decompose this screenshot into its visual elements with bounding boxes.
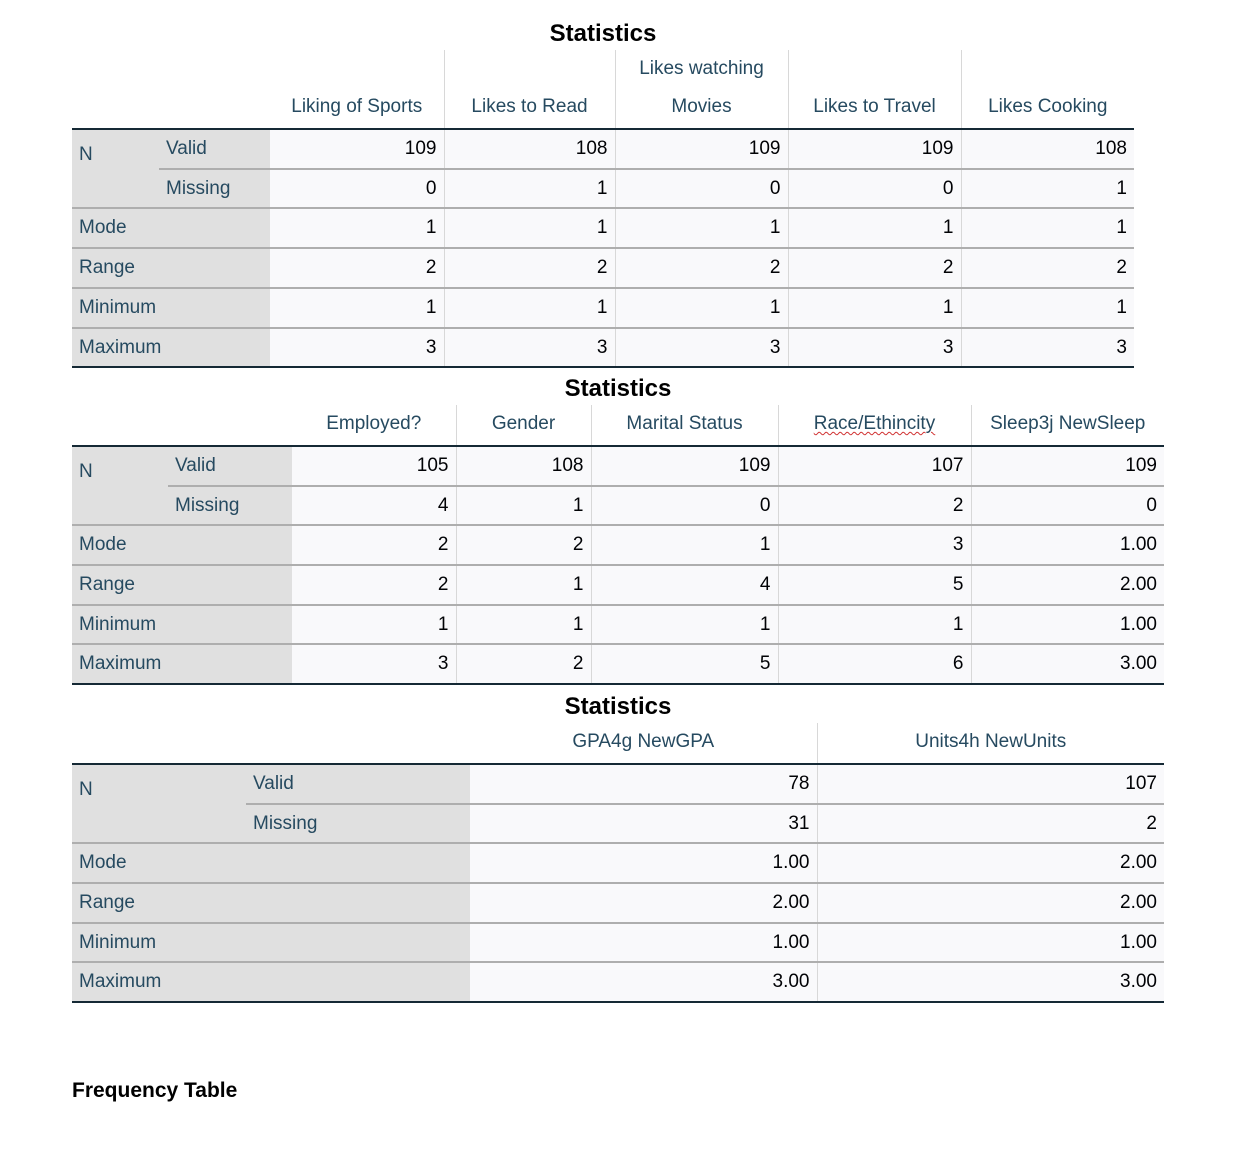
table-cell: 1.00 xyxy=(470,923,817,962)
row-group-label: N xyxy=(72,764,246,843)
table-cell: 2 xyxy=(778,486,971,525)
table-row xyxy=(72,843,1164,883)
row-label: Range xyxy=(72,565,292,605)
table-cell: 3 xyxy=(444,328,615,367)
statistics-table-2 xyxy=(72,405,1164,685)
header-corner xyxy=(72,405,292,446)
table-cell: 1 xyxy=(292,605,456,644)
table-cell: 2 xyxy=(456,525,591,565)
row-label: Mode xyxy=(72,525,292,565)
table-row xyxy=(72,129,1134,169)
column-header: Likes to Travel xyxy=(788,50,961,129)
table-cell: 1 xyxy=(444,288,615,328)
table-cell: 1 xyxy=(270,288,444,328)
table-cell: 108 xyxy=(456,446,591,486)
table-cell: 1 xyxy=(615,208,788,248)
row-label: Valid xyxy=(159,129,270,169)
table-cell: 1 xyxy=(788,208,961,248)
table-row xyxy=(72,644,1164,684)
table-cell: 1 xyxy=(788,288,961,328)
row-label: Range xyxy=(72,883,470,923)
table-cell: 2.00 xyxy=(971,565,1164,605)
table-cell: 0 xyxy=(788,169,961,208)
header-corner xyxy=(72,723,470,764)
table-cell: 2 xyxy=(292,525,456,565)
table2-title: Statistics xyxy=(564,375,672,402)
table3-title: Statistics xyxy=(564,693,672,720)
table-cell: 3 xyxy=(615,328,788,367)
table-cell: 3 xyxy=(961,328,1134,367)
row-label: Maximum xyxy=(72,644,292,684)
table-cell: 1 xyxy=(961,208,1134,248)
table-cell: 105 xyxy=(292,446,456,486)
table-cell: 4 xyxy=(292,486,456,525)
table-row xyxy=(72,962,1164,1002)
row-group-label: N xyxy=(72,446,168,525)
table-cell: 109 xyxy=(788,129,961,169)
table-cell: 3 xyxy=(778,525,971,565)
column-header: GPA4g NewGPA xyxy=(470,723,817,764)
table-cell: 1 xyxy=(778,605,971,644)
table-row xyxy=(72,525,1164,565)
row-label: Valid xyxy=(246,764,470,804)
table-cell: 1.00 xyxy=(971,605,1164,644)
table1-title: Statistics xyxy=(549,20,657,47)
table-cell: 0 xyxy=(971,486,1164,525)
statistics-table-1 xyxy=(72,50,1134,368)
frequency-table-heading: Frequency Table xyxy=(72,1079,238,1102)
table-cell: 1 xyxy=(456,565,591,605)
table-row xyxy=(72,288,1134,328)
column-header: Likes watching Movies xyxy=(615,50,788,129)
table-row xyxy=(72,169,1134,208)
column-header: Sleep3j NewSleep xyxy=(971,405,1164,446)
table-row xyxy=(72,248,1134,288)
table-cell: 2.00 xyxy=(470,883,817,923)
row-label: Minimum xyxy=(72,605,292,644)
table-cell: 107 xyxy=(817,764,1164,804)
statistics-table-3 xyxy=(72,723,1164,1003)
table-cell: 1 xyxy=(591,605,778,644)
row-label: Missing xyxy=(168,486,292,525)
table-row xyxy=(72,208,1134,248)
header-corner xyxy=(72,50,270,129)
row-label: Mode xyxy=(72,208,270,248)
table-row xyxy=(72,923,1164,962)
table-cell: 2 xyxy=(817,804,1164,843)
table-cell: 109 xyxy=(591,446,778,486)
table-cell: 2 xyxy=(456,644,591,684)
table-row xyxy=(72,486,1164,525)
table-cell: 0 xyxy=(591,486,778,525)
table-cell: 1.00 xyxy=(971,525,1164,565)
row-label: Maximum xyxy=(72,328,270,367)
column-header: Units4h NewUnits xyxy=(817,723,1164,764)
row-label: Maximum xyxy=(72,962,470,1002)
column-header: Liking of Sports xyxy=(270,50,444,129)
table-cell: 1 xyxy=(456,486,591,525)
table-cell: 3 xyxy=(270,328,444,367)
table-cell: 5 xyxy=(778,565,971,605)
column-header: Gender xyxy=(456,405,591,446)
table-cell: 2 xyxy=(292,565,456,605)
row-label: Range xyxy=(72,248,270,288)
table-cell: 2 xyxy=(270,248,444,288)
table-row xyxy=(72,764,1164,804)
table-cell: 1 xyxy=(444,169,615,208)
row-label: Minimum xyxy=(72,923,470,962)
table-row xyxy=(72,446,1164,486)
table-cell: 1 xyxy=(961,288,1134,328)
table-cell: 1 xyxy=(456,605,591,644)
table-cell: 3 xyxy=(788,328,961,367)
table-cell: 108 xyxy=(444,129,615,169)
row-label: Missing xyxy=(159,169,270,208)
table-row xyxy=(72,328,1134,367)
table-cell: 2.00 xyxy=(817,843,1164,883)
table-cell: 107 xyxy=(778,446,971,486)
row-label: Missing xyxy=(246,804,470,843)
table-cell: 1 xyxy=(270,208,444,248)
column-header: Employed? xyxy=(292,405,456,446)
table-cell: 31 xyxy=(470,804,817,843)
row-group-label: N xyxy=(72,129,159,208)
table-cell: 3.00 xyxy=(971,644,1164,684)
column-header xyxy=(778,405,971,446)
row-label: Minimum xyxy=(72,288,270,328)
table-cell: 6 xyxy=(778,644,971,684)
row-label: Mode xyxy=(72,843,470,883)
table-row xyxy=(72,883,1164,923)
table-cell: 1.00 xyxy=(470,843,817,883)
table-cell: 0 xyxy=(615,169,788,208)
table-cell: 1.00 xyxy=(817,923,1164,962)
table-cell: 3.00 xyxy=(817,962,1164,1002)
column-header: Likes to Read xyxy=(444,50,615,129)
table-cell: 2 xyxy=(788,248,961,288)
table-cell: 1 xyxy=(591,525,778,565)
table-cell: 78 xyxy=(470,764,817,804)
table-cell: 109 xyxy=(270,129,444,169)
table-cell: 109 xyxy=(615,129,788,169)
table-row xyxy=(72,605,1164,644)
table-cell: 4 xyxy=(591,565,778,605)
table-cell: 0 xyxy=(270,169,444,208)
table-cell: 1 xyxy=(444,208,615,248)
table-cell: 2 xyxy=(444,248,615,288)
spellcheck-underlined-text: Race/Ethincity xyxy=(813,413,936,434)
column-header: Likes Cooking xyxy=(961,50,1134,129)
table-row xyxy=(72,565,1164,605)
column-header: Marital Status xyxy=(591,405,778,446)
table-cell: 109 xyxy=(971,446,1164,486)
table-cell: 1 xyxy=(615,288,788,328)
table-cell: 5 xyxy=(591,644,778,684)
table-cell: 108 xyxy=(961,129,1134,169)
row-label: Valid xyxy=(168,446,292,486)
table-cell: 2.00 xyxy=(817,883,1164,923)
table-cell: 3.00 xyxy=(470,962,817,1002)
table-cell: 2 xyxy=(961,248,1134,288)
table-cell: 2 xyxy=(615,248,788,288)
table-cell: 3 xyxy=(292,644,456,684)
table-cell: 1 xyxy=(961,169,1134,208)
